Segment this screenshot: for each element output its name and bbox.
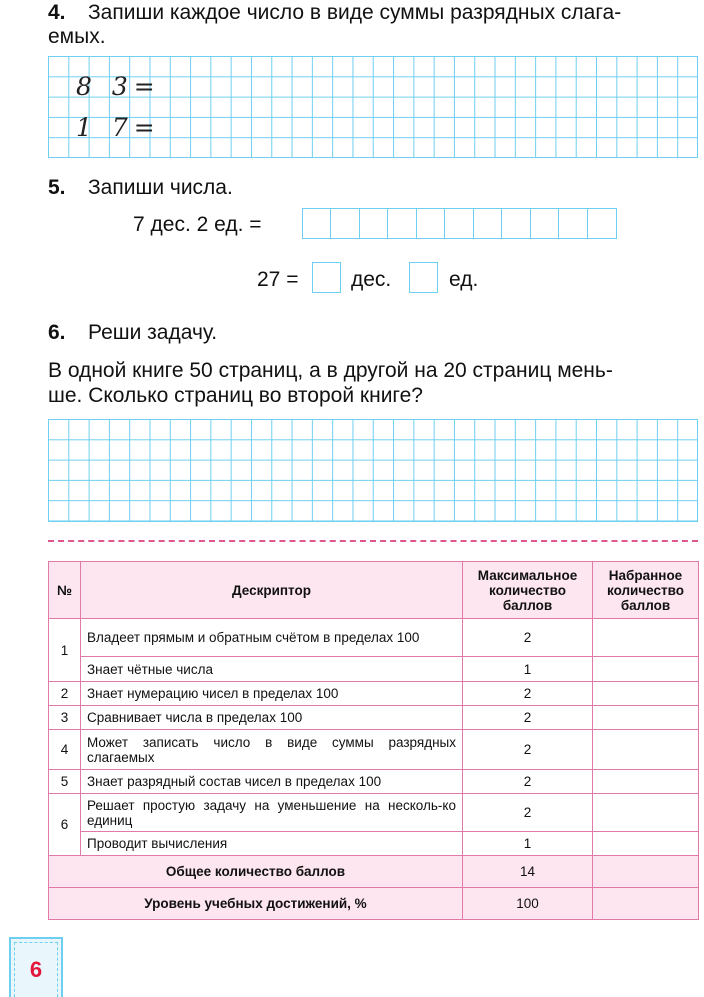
total-label: Общее количество баллов [49,856,463,888]
level-got[interactable] [593,888,699,920]
row-num: 2 [49,682,81,706]
rubric-table [48,561,699,920]
row-got[interactable] [593,730,699,770]
problem-line-2: ше. Сколько страниц во второй книге? [48,384,423,407]
page-number: 6 [14,942,58,997]
expression-2-mid: дес. [351,268,392,291]
row-descriptor: Владеет прямым и обратным счётом в пределах 100 [81,619,463,657]
row-descriptor: Знает разрядный состав чисел в пределах 100 [81,770,463,794]
level-label: Уровень учебных достижений, % [49,888,463,920]
row-max: 2 [463,770,593,794]
row-got[interactable] [593,619,699,657]
task-4-title-cont [48,24,106,50]
expression-2-right: ед. [449,268,479,291]
expression-1: 7 дес. 2 ед. = [133,213,262,236]
row-max: 2 [463,682,593,706]
task-5-title [48,175,233,201]
row-num: 1 [49,619,81,682]
tens-answer-box[interactable] [312,262,341,293]
task-number: 4. [48,1,66,24]
total-value: 14 [463,856,593,888]
answer-cells[interactable] [302,208,617,239]
row-descriptor: Решает простую задачу на уменьшение на несколь-ко единиц [81,794,463,832]
row-max: 1 [463,832,593,856]
header-descriptor: Дескриптор [81,562,463,619]
handwritten-line-2: 1 7= [76,113,161,142]
problem-line-1: В одной книге 50 страниц, а в другой на 20 страниц мень- [48,359,613,382]
row-num: 5 [49,770,81,794]
row-descriptor: Может записать число в виде суммы разрядных слагаемых [81,730,463,770]
row-num: 6 [49,794,81,856]
row-num: 4 [49,730,81,770]
header-max: Максимальное количество баллов [463,562,593,619]
task-number: 6. [48,321,66,344]
header-got: Набранное количество баллов [593,562,699,619]
row-max: 2 [463,730,593,770]
row-num: 3 [49,706,81,730]
row-descriptor: Знает чётные числа [81,657,463,682]
page-number-badge [9,937,63,997]
handwritten-line-1: 8 3= [76,72,161,101]
answer-grid-6[interactable] [48,419,698,522]
task-number: 5. [48,176,66,199]
level-value: 100 [463,888,593,920]
row-descriptor: Сравнивает числа в пределах 100 [81,706,463,730]
task-4-title [48,0,621,26]
row-got[interactable] [593,657,699,682]
header-num: № [49,562,81,619]
row-got[interactable] [593,682,699,706]
task-text: Запиши числа. [88,176,233,199]
dashed-divider [48,540,698,542]
row-max: 1 [463,657,593,682]
expression-2-left: 27 = [257,268,299,291]
task-text-cont: емых. [48,25,106,48]
row-max: 2 [463,619,593,657]
task-text: Реши задачу. [88,321,218,344]
row-max: 2 [463,794,593,832]
total-got[interactable] [593,856,699,888]
task-6-title [48,320,217,346]
task-text: Запиши каждое число в виде суммы разрядных слага- [88,1,622,24]
row-descriptor: Знает нумерацию чисел в пределах 100 [81,682,463,706]
row-got[interactable] [593,770,699,794]
units-answer-box[interactable] [409,262,438,293]
row-got[interactable] [593,706,699,730]
row-got[interactable] [593,794,699,832]
row-got[interactable] [593,832,699,856]
row-max: 2 [463,706,593,730]
row-descriptor: Проводит вычисления [81,832,463,856]
